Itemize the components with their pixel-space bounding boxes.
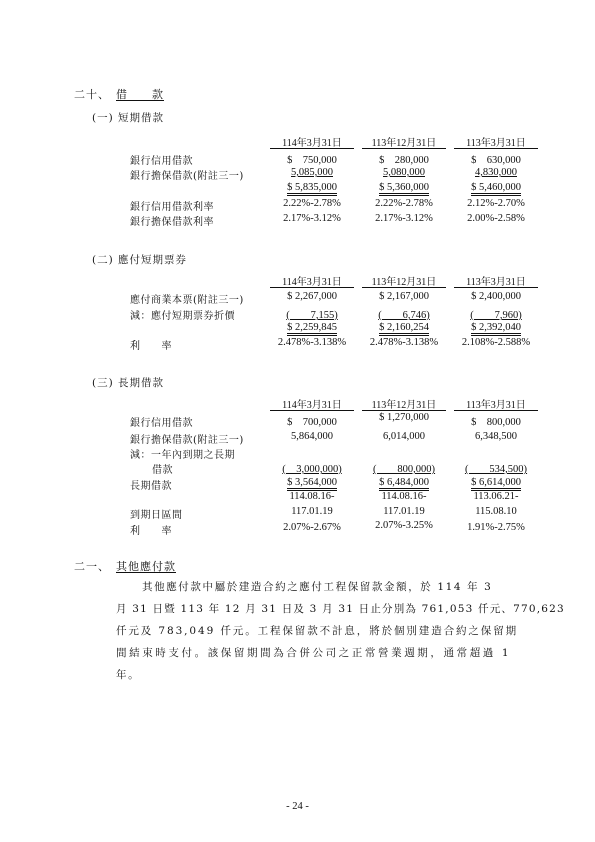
paragraph-line: 間結束時支付。該保留期間為合併公司之正常營業週期，通常超過 1	[116, 647, 512, 659]
lt-cell: 6,348,500	[475, 431, 517, 442]
cp-col-1-rule	[270, 287, 354, 288]
commercial-paper-heading: (二) 應付短期票券	[92, 254, 188, 266]
lt-cell: 6,014,000	[383, 431, 425, 442]
st-total-value: $ 5,460,000	[471, 182, 521, 196]
cp-cell	[270, 307, 354, 322]
lt-total-cell	[270, 477, 354, 488]
cp-total-cell	[270, 322, 354, 333]
cp-row-label: 減：應付短期票券折價	[130, 311, 235, 322]
lt-cell	[362, 461, 446, 476]
st-cell: 2.12%-2.70%	[467, 198, 525, 209]
cp-cell-value: ( 7,155)	[286, 310, 338, 321]
section-21-title: 其他應付款	[116, 560, 176, 573]
cp-total-value: $ 2,259,845	[287, 322, 337, 336]
lt-row-label: 減：一年內到期之長期	[130, 450, 235, 461]
st-col-2-header: 113年12月31日	[371, 138, 437, 149]
st-col-3-header: 113年3月31日	[466, 138, 526, 149]
lt-total-value: $ 6,484,000	[379, 477, 429, 491]
cp-col-3-rule	[454, 287, 538, 288]
lt-cell: $ 1,270,000	[379, 412, 429, 423]
st-cell: $ 280,000	[379, 155, 429, 166]
st-cell: 2.22%-2.78%	[375, 198, 433, 209]
lt-cell	[270, 461, 354, 476]
lt-col-3-header: 113年3月31日	[466, 400, 526, 411]
lt-cell: 117.01.19	[291, 506, 333, 517]
st-total-value: $ 5,835,000	[287, 182, 337, 196]
lt-row-label: 借款	[152, 465, 173, 476]
cp-cell	[362, 307, 446, 322]
page-number: - 24 -	[286, 801, 309, 812]
st-cell	[362, 167, 446, 178]
st-cell: 2.17%-3.12%	[375, 213, 433, 224]
cp-cell: 2.478%-3.138%	[369, 337, 439, 348]
lt-row-label: 銀行信用借款	[130, 418, 193, 429]
section-20-title: 借 款	[116, 88, 164, 101]
lt-cell: 2.07%-3.25%	[375, 520, 433, 531]
st-cell-value: 5,085,000	[291, 167, 333, 178]
st-cell	[454, 167, 538, 178]
st-cell-value: 5,080,000	[383, 167, 425, 178]
lt-row-label: 到期日區間	[130, 510, 183, 521]
st-cell: 2.17%-3.12%	[283, 213, 341, 224]
lt-cell: $ 700,000	[287, 417, 337, 428]
st-cell: 2.00%-2.58%	[467, 213, 525, 224]
cp-row-label: 應付商業本票(附註三一)	[130, 295, 244, 306]
cp-col-2-rule	[362, 287, 446, 288]
st-col-1-rule	[270, 148, 354, 149]
st-total-cell	[362, 182, 446, 193]
lt-col-2-rule	[362, 410, 446, 411]
st-cell: $ 750,000	[287, 155, 337, 166]
lt-total-cell	[362, 477, 446, 488]
cp-cell: $ 2,167,000	[379, 291, 429, 302]
st-row-label: 銀行信用借款利率	[130, 202, 214, 213]
st-row-label: 銀行擔保借款(附註三一)	[130, 171, 244, 182]
lt-cell	[454, 461, 538, 476]
cp-cell-value: ( 7,960)	[470, 310, 522, 321]
lt-cell-value: ( 800,000)	[372, 464, 436, 475]
st-cell-value: 4,830,000	[475, 167, 517, 178]
lt-total-value: $ 3,564,000	[287, 477, 337, 491]
cp-total-value: $ 2,392,040	[471, 322, 521, 336]
cp-total-value: $ 2,160,254	[379, 322, 429, 336]
cp-cell	[454, 307, 538, 322]
lt-cell: $ 800,000	[471, 417, 521, 428]
st-col-2-rule	[362, 148, 446, 149]
lt-cell: 117.01.19	[383, 506, 425, 517]
paragraph-line: 月 31 日暨 113 年 12 月 31 日及 3 月 31 日止分別為 761,053 仟元、770,623	[116, 603, 565, 615]
lt-cell: 113.06.21-	[473, 491, 519, 502]
paragraph-line: 仟元及 783,049 仟元。工程保留款不計息，將於個別建造合約之保留期	[116, 625, 518, 637]
lt-row-label: 長期借款	[130, 481, 172, 492]
lt-cell: 1.91%-2.75%	[467, 522, 525, 533]
cp-cell: $ 2,400,000	[471, 291, 521, 302]
lt-cell: 114.08.16-	[289, 491, 335, 502]
lt-cell: 115.08.10	[475, 506, 517, 517]
st-cell: 2.22%-2.78%	[283, 198, 341, 209]
lt-cell: 5,864,000	[291, 431, 333, 442]
st-total-cell	[270, 182, 354, 193]
lt-col-3-rule	[454, 410, 538, 411]
st-cell: $ 630,000	[471, 155, 521, 166]
st-total-cell	[454, 182, 538, 193]
lt-cell-value: ( 3,000,000)	[282, 464, 342, 475]
paragraph-line: 其他應付款中屬於建造合約之應付工程保留款金額，於 114 年 3	[142, 581, 493, 593]
st-row-label: 銀行擔保借款利率	[130, 217, 214, 228]
lt-total-cell	[454, 477, 538, 488]
st-cell	[270, 167, 354, 178]
lt-cell: 114.08.16-	[381, 491, 427, 502]
short-term-heading: (一) 短期借款	[92, 112, 165, 124]
lt-col-2-header: 113年12月31日	[371, 400, 437, 411]
cp-cell: $ 2,267,000	[287, 291, 337, 302]
lt-total-value: $ 6,614,000	[471, 477, 521, 491]
st-col-3-rule	[454, 148, 538, 149]
section-21-number: 二一、	[74, 560, 110, 573]
cp-col-2-header: 113年12月31日	[371, 277, 437, 288]
lt-row-label: 銀行擔保借款(附註三一)	[130, 435, 244, 446]
cp-col-1-header: 114年3月31日	[282, 277, 342, 288]
st-row-label: 銀行信用借款	[130, 156, 193, 167]
cp-cell-value: ( 6,746)	[378, 310, 430, 321]
cp-cell: 2.108%-2.588%	[461, 337, 531, 348]
cp-cell: 2.478%-3.138%	[277, 337, 347, 348]
lt-cell: 2.07%-2.67%	[283, 522, 341, 533]
cp-total-cell	[454, 322, 538, 333]
lt-col-1-rule	[270, 410, 354, 411]
cp-row-label: 利 率	[130, 341, 172, 352]
st-col-1-header: 114年3月31日	[282, 138, 342, 149]
paragraph-line: 年。	[116, 669, 141, 681]
cp-total-cell	[362, 322, 446, 333]
long-term-heading: (三) 長期借款	[92, 377, 165, 389]
st-total-value: $ 5,360,000	[379, 182, 429, 196]
lt-row-label: 利 率	[130, 526, 172, 537]
lt-cell-value: ( 534,500)	[464, 464, 528, 475]
section-20-number: 二十、	[74, 88, 110, 101]
lt-col-1-header: 114年3月31日	[282, 400, 342, 411]
cp-col-3-header: 113年3月31日	[466, 277, 526, 288]
